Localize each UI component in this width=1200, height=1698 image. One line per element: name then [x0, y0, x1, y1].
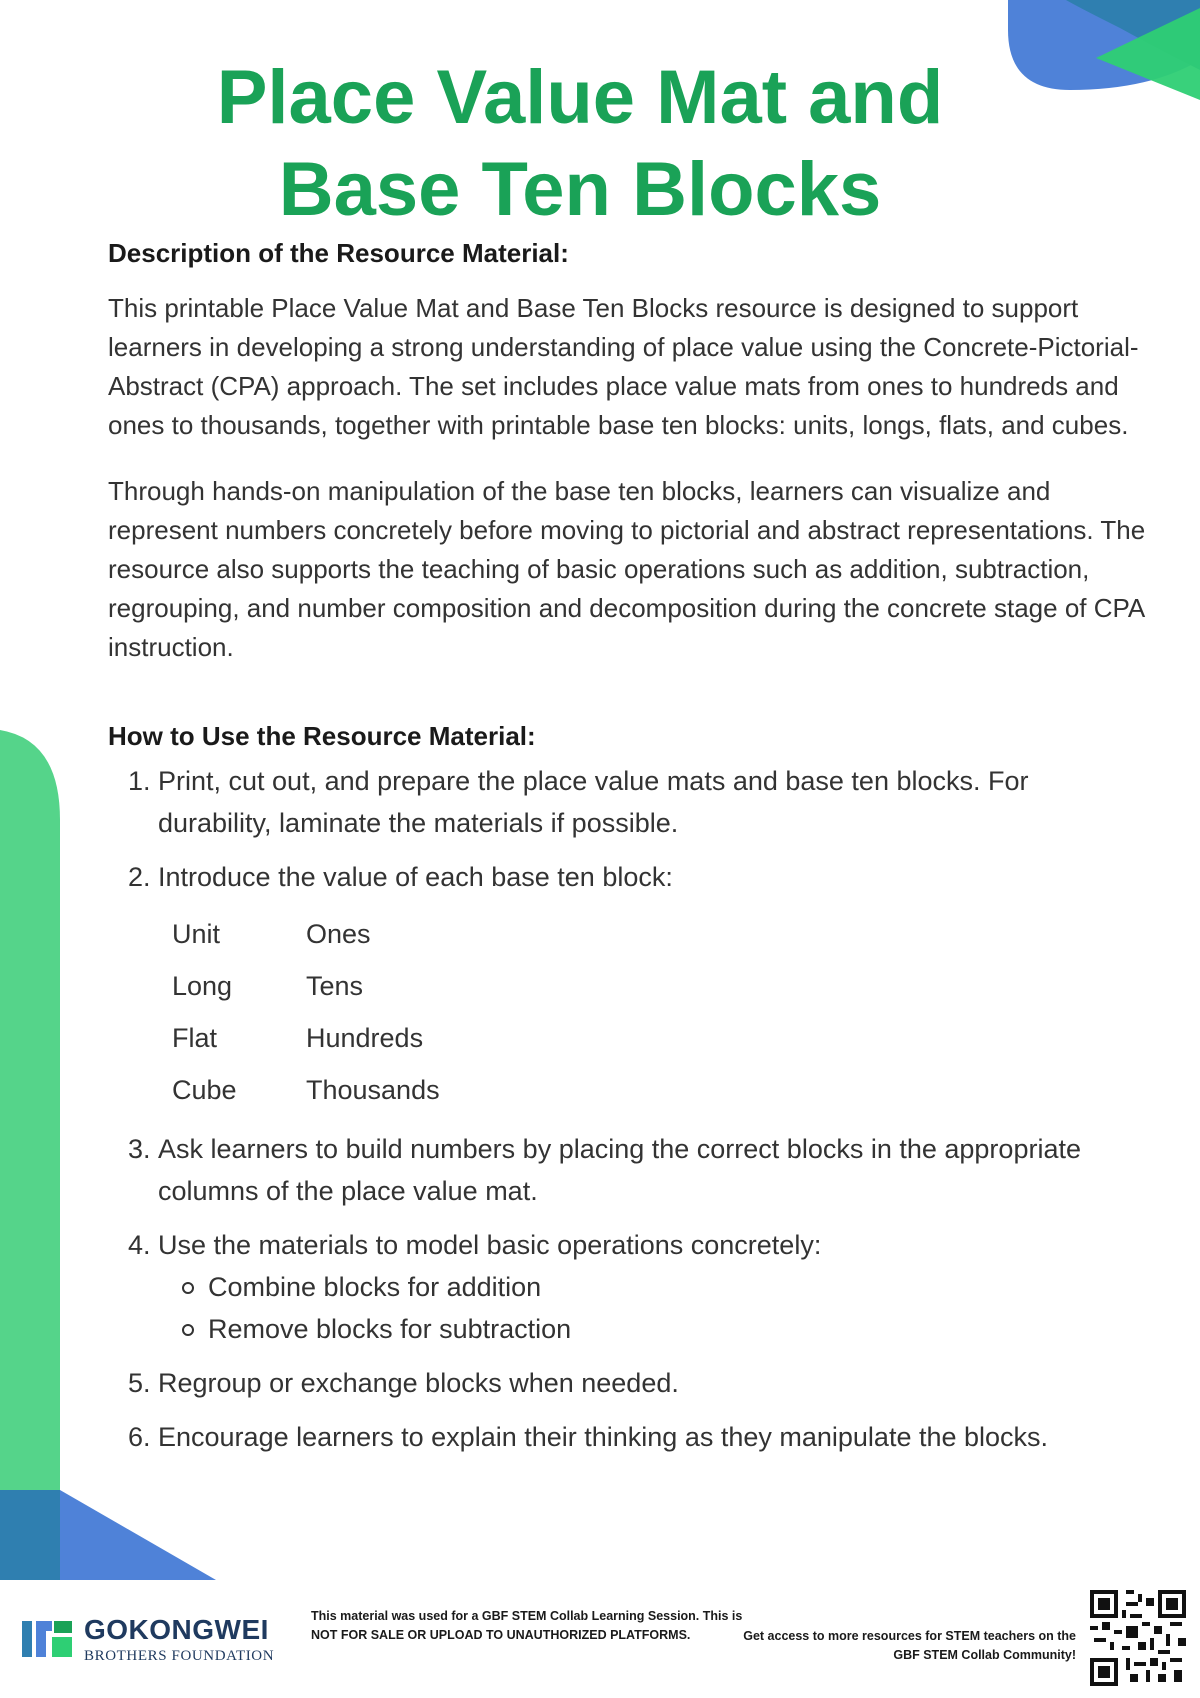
- foundation-logo-icon: [22, 1617, 76, 1661]
- step-number: 4.: [128, 1230, 151, 1260]
- block-value: Thousands: [306, 1075, 440, 1105]
- main-content: [108, 238, 1148, 1470]
- circle-bullet-icon: [182, 1324, 194, 1336]
- operation-text: Combine blocks for addition: [208, 1272, 542, 1302]
- step-item: [108, 1224, 1148, 1350]
- title-line-1: Place Value Mat and: [216, 55, 944, 140]
- step-number: 3.: [128, 1134, 151, 1164]
- step-item: [108, 856, 1148, 1116]
- block-name: Unit: [172, 919, 221, 949]
- step-number: 5.: [128, 1368, 151, 1398]
- table-row: [172, 1064, 440, 1116]
- step-text: Encourage learners to explain their thinking as they manipulate the blocks.: [158, 1422, 1049, 1452]
- description-paragraph-2: Through hands-on manipulation of the base ten blocks, learners can visualize and represent numbers concretely before moving to pictorial and abstract representations. The resource also supports the teaching of basic operations such as addition, subtraction, regrouping, and number composition and decomposition during the concrete stage of CPA instruction.: [108, 476, 1146, 662]
- how-to-use-heading: How to Use the Resource Material:: [108, 721, 536, 751]
- operation-text: Remove blocks for subtraction: [208, 1314, 572, 1344]
- block-value: Hundreds: [306, 1023, 424, 1053]
- list-item: [178, 1266, 1148, 1308]
- step-text: Ask learners to build numbers by placing the correct blocks in the appropriate columns of the place value mat.: [158, 1134, 1081, 1206]
- description-heading: Description of the Resource Material:: [108, 238, 569, 268]
- block-name: Cube: [172, 1075, 237, 1105]
- step-text: Print, cut out, and prepare the place value mats and base ten blocks. For durability, laminate the materials if possible.: [158, 766, 1029, 838]
- circle-bullet-icon: [182, 1282, 194, 1294]
- step-text: Use the materials to model basic operations concretely:: [158, 1230, 822, 1260]
- title-line-2: Base Ten Blocks: [278, 147, 882, 232]
- step-text: Introduce the value of each base ten block:: [158, 862, 673, 892]
- step-item: [108, 760, 1148, 844]
- table-row: [172, 960, 440, 1012]
- usage-notice: This material was used for a GBF STEM Collab Learning Session. This is NOT FOR SALE OR UPLOAD TO UNAUTHORIZED PLATFORMS.: [311, 1609, 743, 1642]
- table-row: [172, 1012, 440, 1064]
- logo-subtitle: BROTHERS FOUNDATION: [84, 1648, 275, 1664]
- qr-code-icon[interactable]: [1090, 1590, 1186, 1686]
- step-item: [108, 1416, 1148, 1458]
- page-title: [0, 52, 1160, 236]
- block-name: Long: [172, 971, 233, 1001]
- table-row: [172, 908, 440, 960]
- step-number: 1.: [128, 766, 151, 796]
- community-cta: Get access to more resources for STEM teachers on the GBF STEM Collab Community!: [743, 1629, 1076, 1662]
- steps-list: [108, 760, 1148, 1458]
- description-paragraph-1: This printable Place Value Mat and Base Ten Blocks resource is designed to support learners in developing a strong understanding of place value using the Concrete-Pictorial-Abstract (CPA) approach. The set includes place value mats from ones to hundreds and ones to thousands, together with printable base ten blocks: units, longs, flats, and cubes.: [108, 293, 1139, 440]
- operations-list: [158, 1266, 1148, 1350]
- step-text: Regroup or exchange blocks when needed.: [158, 1368, 679, 1398]
- step-item: [108, 1128, 1148, 1212]
- block-value: Tens: [306, 971, 364, 1001]
- step-item: [108, 1362, 1148, 1404]
- block-values-table: [172, 908, 440, 1116]
- block-name: Flat: [172, 1023, 218, 1053]
- step-number: 6.: [128, 1422, 151, 1452]
- logo-name: GOKONGWEI: [84, 1614, 269, 1645]
- block-value: Ones: [306, 919, 371, 949]
- step-number: 2.: [128, 862, 151, 892]
- list-item: [178, 1308, 1148, 1350]
